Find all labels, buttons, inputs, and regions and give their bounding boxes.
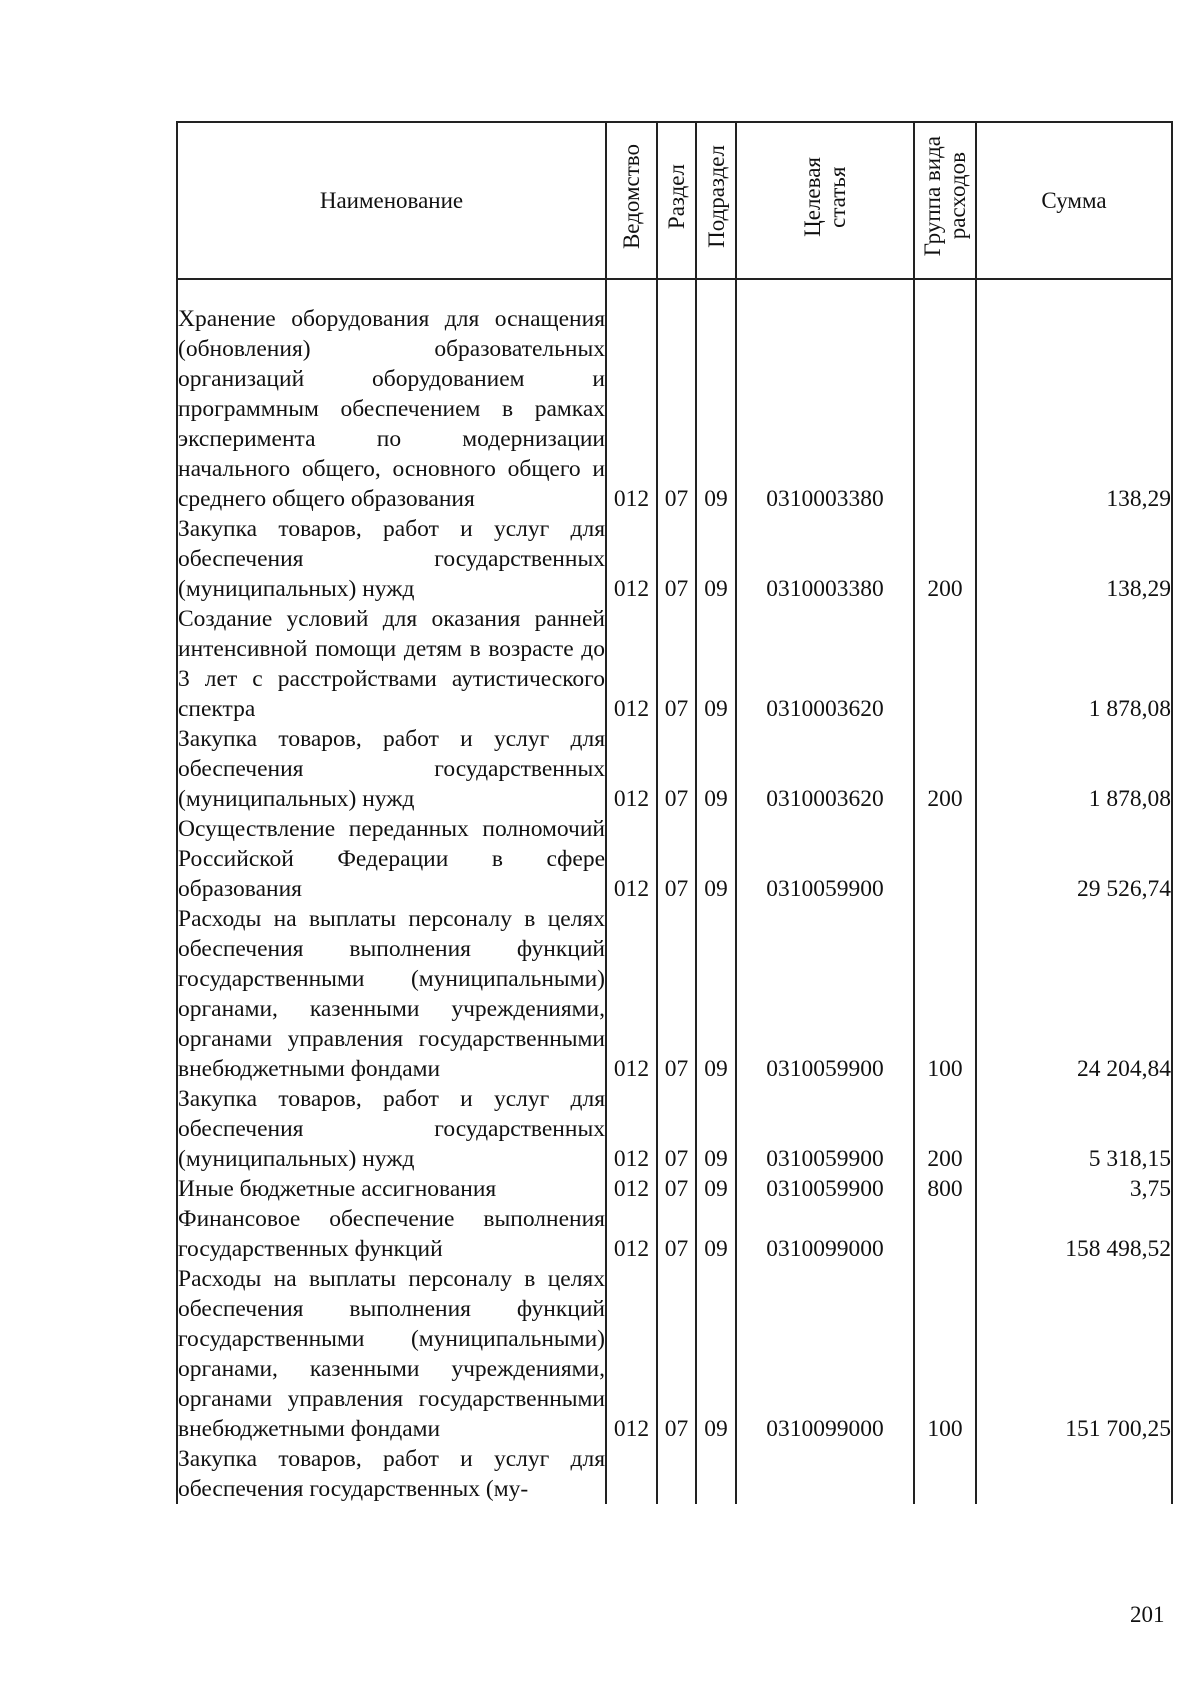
- row-vedomstvo: 012: [606, 514, 657, 604]
- row-group: 800: [914, 1174, 976, 1204]
- row-target: 0310003380: [736, 304, 914, 514]
- row-target: 0310099000: [736, 1264, 914, 1444]
- header-group-label: [920, 136, 970, 256]
- row-podrazdel: 09: [696, 1174, 736, 1204]
- row-podrazdel: 09: [696, 1204, 736, 1264]
- row-group: 200: [914, 724, 976, 814]
- header-sum-label: Сумма: [1041, 187, 1107, 213]
- row-vedomstvo: 012: [606, 604, 657, 724]
- row-group: 100: [914, 904, 976, 1084]
- header-target-label: [800, 157, 850, 237]
- row-sum: 138,29: [976, 514, 1172, 604]
- row-vedomstvo: 012: [606, 814, 657, 904]
- row-name: Расходы на выплаты персоналу в целях обеспечения выполнения функций государственными (муниципальными) органами, казенными учреждениями, органами управления государственными внебюджетными фондами: [178, 906, 605, 1082]
- row-sum: 158 498,52: [976, 1204, 1172, 1264]
- row-vedomstvo: 012: [606, 904, 657, 1084]
- budget-table: [176, 121, 1173, 1504]
- row-razdel: 07: [657, 724, 696, 814]
- row-podrazdel: 09: [696, 304, 736, 514]
- row-razdel: 07: [657, 1204, 696, 1264]
- row-podrazdel: 09: [696, 904, 736, 1084]
- spacer-row: [177, 279, 1172, 304]
- row-name: Финансовое обеспечение выполнения государственных функций: [178, 1206, 605, 1262]
- header-vedomstvo: [606, 122, 657, 279]
- row-sum: 138,29: [976, 304, 1172, 514]
- header-razdel-label: Раздел: [664, 163, 689, 230]
- header-razdel: [657, 122, 696, 279]
- row-razdel: 07: [657, 814, 696, 904]
- table-row: [177, 1264, 1172, 1444]
- header-group-line2: расходов: [945, 152, 970, 241]
- header-podrazdel: [696, 122, 736, 279]
- row-razdel: 07: [657, 514, 696, 604]
- row-podrazdel: 09: [696, 1264, 736, 1444]
- row-target: 0310003380: [736, 514, 914, 604]
- row-sum: [976, 1444, 1172, 1504]
- row-razdel: 07: [657, 604, 696, 724]
- row-sum: 1 878,08: [976, 604, 1172, 724]
- table-row: [177, 304, 1172, 514]
- row-razdel: 07: [657, 1174, 696, 1204]
- row-podrazdel: 09: [696, 514, 736, 604]
- row-vedomstvo: [606, 1444, 657, 1504]
- row-razdel: [657, 1444, 696, 1504]
- row-razdel: 07: [657, 1264, 696, 1444]
- header-name-label: Наименование: [319, 187, 464, 213]
- table-row: [177, 1204, 1172, 1264]
- row-group: 200: [914, 514, 976, 604]
- row-target: 0310059900: [736, 904, 914, 1084]
- row-target: [736, 1444, 914, 1504]
- row-name: Расходы на выплаты персоналу в целях обеспечения выполнения функций государственными (муниципальными) органами, казенными учреждениями, органами управления государственными внебюджетными фондами: [178, 1266, 605, 1442]
- row-sum: 5 318,15: [976, 1084, 1172, 1174]
- row-razdel: 07: [657, 904, 696, 1084]
- row-vedomstvo: 012: [606, 1084, 657, 1174]
- row-podrazdel: 09: [696, 1084, 736, 1174]
- row-sum: 3,75: [976, 1174, 1172, 1204]
- row-podrazdel: [696, 1444, 736, 1504]
- row-name: Закупка товаров, работ и услуг для обеспечения государственных (муниципальных) нужд: [178, 516, 605, 602]
- row-target: 0310003620: [736, 604, 914, 724]
- row-group: [914, 1204, 976, 1264]
- row-razdel: 07: [657, 304, 696, 514]
- row-name: Закупка товаров, работ и услуг для обеспечения государственных (му-: [178, 1446, 605, 1502]
- row-podrazdel: 09: [696, 604, 736, 724]
- row-group: [914, 604, 976, 724]
- row-vedomstvo: 012: [606, 304, 657, 514]
- row-name: Закупка товаров, работ и услуг для обеспечения государственных (муниципальных) нужд: [178, 726, 605, 812]
- row-group: [914, 1444, 976, 1504]
- row-vedomstvo: 012: [606, 724, 657, 814]
- header-group-line1: Группа вида: [920, 136, 945, 257]
- row-name: Закупка товаров, работ и услуг для обеспечения государственных (муниципальных) нужд: [178, 1086, 605, 1172]
- table-row: [177, 604, 1172, 724]
- row-target: 0310099000: [736, 1204, 914, 1264]
- header-vedomstvo-label: Ведомство: [619, 143, 644, 250]
- row-name: Хранение оборудования для оснащения (обновления) образовательных организаций оборудованием и программным обеспечением в рамках эксперимента по модернизации начального общего, основного общего и среднего общего образования: [178, 306, 605, 512]
- row-target: 0310059900: [736, 814, 914, 904]
- header-target-line1: Целевая: [800, 156, 825, 237]
- row-sum: 151 700,25: [976, 1264, 1172, 1444]
- row-podrazdel: 09: [696, 814, 736, 904]
- header-target: [736, 122, 914, 279]
- table-row: [177, 904, 1172, 1084]
- row-sum: 1 878,08: [976, 724, 1172, 814]
- row-name: Создание условий для оказания ранней интенсивной помощи детям в возрасте до 3 лет с расстройствами аутистического спектра: [178, 606, 605, 722]
- row-name: Иные бюджетные ассигнования: [177, 1174, 606, 1204]
- row-podrazdel: 09: [696, 724, 736, 814]
- row-target: 0310003620: [736, 724, 914, 814]
- table-row: [177, 1174, 1172, 1204]
- row-razdel: 07: [657, 1084, 696, 1174]
- header-target-line2: статья: [825, 165, 850, 228]
- table-row: [177, 814, 1172, 904]
- row-vedomstvo: 012: [606, 1264, 657, 1444]
- header-podrazdel-label: Подраздел: [703, 145, 729, 248]
- row-sum: 24 204,84: [976, 904, 1172, 1084]
- page-number: 201: [1130, 1602, 1165, 1627]
- row-group: 100: [914, 1264, 976, 1444]
- row-target: 0310059900: [736, 1174, 914, 1204]
- row-vedomstvo: 012: [606, 1174, 657, 1204]
- row-target: 0310059900: [736, 1084, 914, 1174]
- header-sum: [976, 122, 1172, 279]
- table-row: [177, 1444, 1172, 1504]
- row-group: 200: [914, 1084, 976, 1174]
- row-group: [914, 814, 976, 904]
- table-row: [177, 1084, 1172, 1174]
- table-row: [177, 514, 1172, 604]
- row-name: Осуществление переданных полномочий Российской Федерации в сфере образования: [178, 816, 605, 902]
- row-vedomstvo: 012: [606, 1204, 657, 1264]
- row-sum: 29 526,74: [976, 814, 1172, 904]
- header-name: [177, 122, 606, 279]
- row-group: [914, 304, 976, 514]
- header-group: [914, 122, 976, 279]
- table-row: [177, 724, 1172, 814]
- table-header-row: [177, 122, 1172, 279]
